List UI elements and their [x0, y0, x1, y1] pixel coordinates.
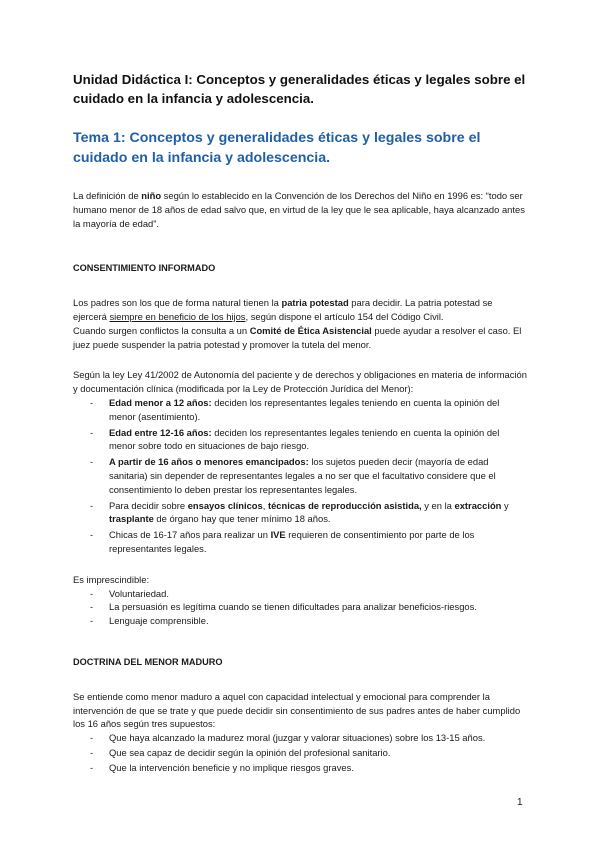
- bold-run: ensayos clínicos: [187, 499, 263, 511]
- page-number: 1: [517, 797, 523, 808]
- bold-run: Comité de Ética Asistencial: [249, 324, 372, 336]
- list-item: - Que la intervención beneficie y no implique riesgos graves.: [73, 761, 528, 775]
- definition-paragraph: [73, 189, 528, 230]
- text-run: Chicas de 16-17 años para realizar un: [109, 529, 271, 541]
- text-run: y en la: [421, 499, 455, 511]
- bold-run: patria potestad: [281, 297, 349, 309]
- bold-run: Edad menor a 12 años:: [109, 396, 212, 408]
- list-item: - Que haya alcanzado la madurez moral (juzgar y valorar situaciones) sobre los 13-15 años.: [73, 731, 528, 745]
- list-item: [73, 396, 528, 424]
- unit-title: Unidad Didáctica I: Conceptos y generalidades éticas y legales sobre el cuidado en la infancia y adolescencia.: [73, 72, 526, 106]
- bold-run: A partir de 16 años o menores emancipados:: [109, 456, 309, 468]
- menor-maduro-paragraph: Se entiende como menor maduro a aquel con capacidad intelectual y emocional para comprender la intervención de que se trate y que puede decidir sin consentimiento de sus padres antes de haber cumplido los 16 años según tres supuestos:: [73, 690, 521, 730]
- text-run: deciden los representantes legales teniendo en cuenta la opinión del menor sobre todo en situaciones de bajo riesgo.: [109, 426, 500, 452]
- text-run: de órgano hay que tener mínimo 18 años.: [153, 513, 331, 525]
- list-item: - Que sea capaz de decidir según la opinión del profesional sanitario.: [73, 746, 528, 760]
- text-run: Los padres son los que de forma natural tienen la: [73, 297, 282, 309]
- bold-run: IVE: [270, 529, 286, 541]
- bold-run: técnicas de reproducción asistida,: [267, 499, 422, 511]
- text-run: puede ayudar a resolver el caso. El juez puede suspender la patria potestad y promover la tutela del menor.: [73, 324, 522, 350]
- list-item: [73, 528, 528, 556]
- text-run: Cuando surgen conflictos la consulta a un: [73, 324, 250, 336]
- text-run: ,: [262, 499, 268, 511]
- list-item: - La persuasión es legítima cuando se tienen dificultades para analizar beneficios-riesgos.: [73, 600, 528, 614]
- ley-paragraph: Según la ley Ley 41/2002 de Autonomía del paciente y de derechos y obligaciones en materia de información y documentación clínica (modificada por la Ley de Protección Jurídica del Menor):: [73, 369, 527, 395]
- definition-text-cont: según lo establecido en la Convención de los Derechos del Niño en 1996 es: “todo ser humano menor de 18 años de edad salvo que, en virtud de la ley que le sea aplicable, haya alcanzado antes la mayoría de edad”.: [73, 190, 525, 229]
- bold-run: Edad entre 12-16 años:: [109, 426, 212, 438]
- text-run: requieren de consentimiento por parte de los representantes legales.: [109, 529, 475, 554]
- section-title-consentimiento: CONSENTIMIENTO INFORMADO: [73, 263, 216, 274]
- text-run: , según dispone el artículo 154 del Código Civil.: [245, 310, 444, 322]
- list-item: - Voluntariedad.: [73, 587, 528, 601]
- imprescindible-list: [73, 587, 528, 628]
- patria-potestad-paragraph: [73, 296, 528, 351]
- menor-maduro-list: [73, 731, 528, 774]
- underlined-run: siempre en beneficio de los hijos: [109, 310, 246, 322]
- section-title-menor-maduro: DOCTRINA DEL MENOR MADURO: [73, 656, 223, 667]
- definition-text: La definición de: [73, 190, 142, 201]
- text-run: y: [501, 499, 509, 511]
- text-run: deciden los representantes legales teniendo en cuenta la opinión del menor (asentimiento).: [109, 396, 500, 422]
- list-item: [73, 499, 528, 527]
- bold-run: extracción: [454, 499, 502, 511]
- text-run: Para decidir sobre: [109, 499, 188, 511]
- tema-title: Tema 1: Conceptos y generalidades éticas y legales sobre el cuidado en la infancia y adolescencia.: [73, 130, 481, 166]
- consent-age-list: [73, 396, 528, 556]
- definition-term: niño: [141, 190, 162, 201]
- text-run: para decidir. La patria potestad se ejercerá: [73, 297, 493, 322]
- list-item: - Lenguaje comprensible.: [73, 614, 528, 628]
- page-content: [73, 70, 528, 776]
- imprescindible-label: Es imprescindible:: [73, 573, 150, 585]
- list-item: [73, 455, 528, 496]
- bold-run: trasplante: [109, 513, 154, 525]
- text-run: los sujetos pueden decir (mayoría de edad sanitaria) sin depender de representantes legales a no ser que el facultativo considere que el consentimiento lo deben prestar los representantes legales.: [109, 456, 496, 495]
- list-item: [73, 426, 528, 454]
